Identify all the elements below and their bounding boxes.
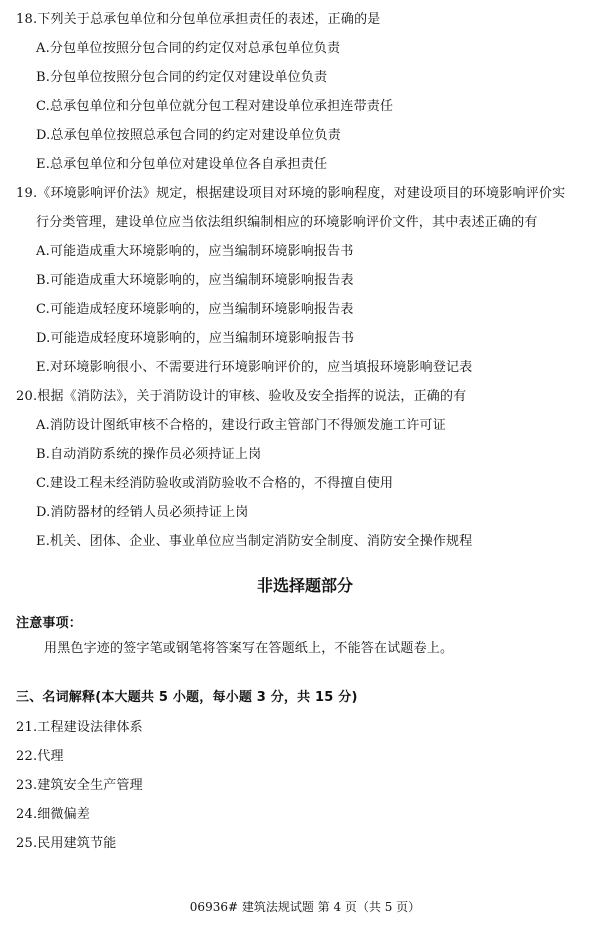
term-25: 25.民用建筑节能 [16,836,117,851]
question-18-option-a: A.分包单位按照分包合同的约定仅对总承包单位负责 [36,41,341,56]
question-19-option-d: D.可能造成轻度环境影响的，应当编制环境影响报告书 [36,331,355,346]
question-18-option-e: E.总承包单位和分包单位对建设单位各自承担责任 [36,157,328,172]
question-20-stem: 20.根据《消防法》，关于消防设计的审核、验收及安全指挥的说法，正确的有 [16,389,467,404]
part-3-title: 三、名词解释(本大题共 5 小题，每小题 3 分，共 15 分) [16,690,358,705]
question-19-stem-line2: 行分类管理，建设单位应当依法组织编制相应的环境影响评价文件，其中表述正确的有 [36,215,538,230]
question-18-option-d: D.总承包单位按照总承包合同的约定对建设单位负责 [36,128,341,143]
notice-title: 注意事项： [16,616,83,631]
question-20-option-a: A.消防设计图纸审核不合格的，建设行政主管部门不得颁发施工许可证 [36,418,446,433]
question-19-option-e: E.对环境影响很小、不需要进行环境影响评价的，应当填报环境影响登记表 [36,360,473,375]
question-20-option-d: D.消防器材的经销人员必须持证上岗 [36,505,249,520]
notice-text: 用黑色字迹的签字笔或钢笔将答案写在答题纸上，不能答在试题卷上。 [44,641,454,656]
question-19-option-c: C.可能造成轻度环境影响的，应当编制环境影响报告表 [36,302,354,317]
term-22: 22.代理 [16,749,64,764]
question-18-stem: 18.下列关于总承包单位和分包单位承担责任的表述，正确的是 [16,12,381,27]
question-20-option-c: C.建设工程未经消防验收或消防验收不合格的，不得擅自使用 [36,476,394,491]
term-23: 23.建筑安全生产管理 [16,778,143,793]
question-19-option-a: A.可能造成重大环境影响的，应当编制环境影响报告书 [36,244,354,259]
question-20-option-e: E.机关、团体、企业、事业单位应当制定消防安全制度、消防安全操作规程 [36,534,473,549]
question-18-option-b: B.分包单位按照分包合同的约定仅对建设单位负责 [36,70,328,85]
page-footer: 06936# 建筑法规试题 第 4 页（共 5 页） [189,900,421,914]
question-18-option-c: C.总承包单位和分包单位就分包工程对建设单位承担连带责任 [36,99,394,114]
question-19-stem-line1: 19.《环境影响评价法》规定，根据建设项目对环境的影响程度，对建设项目的环境影响评价实 [16,186,566,201]
question-20-option-b: B.自动消防系统的操作员必须持证上岗 [36,447,262,462]
term-21: 21.工程建设法律体系 [16,720,143,735]
term-24: 24.细微偏差 [16,807,91,822]
section-title: 非选择题部分 [256,576,353,595]
question-19-option-b: B.可能造成重大环境影响的，应当编制环境影响报告表 [36,273,354,288]
